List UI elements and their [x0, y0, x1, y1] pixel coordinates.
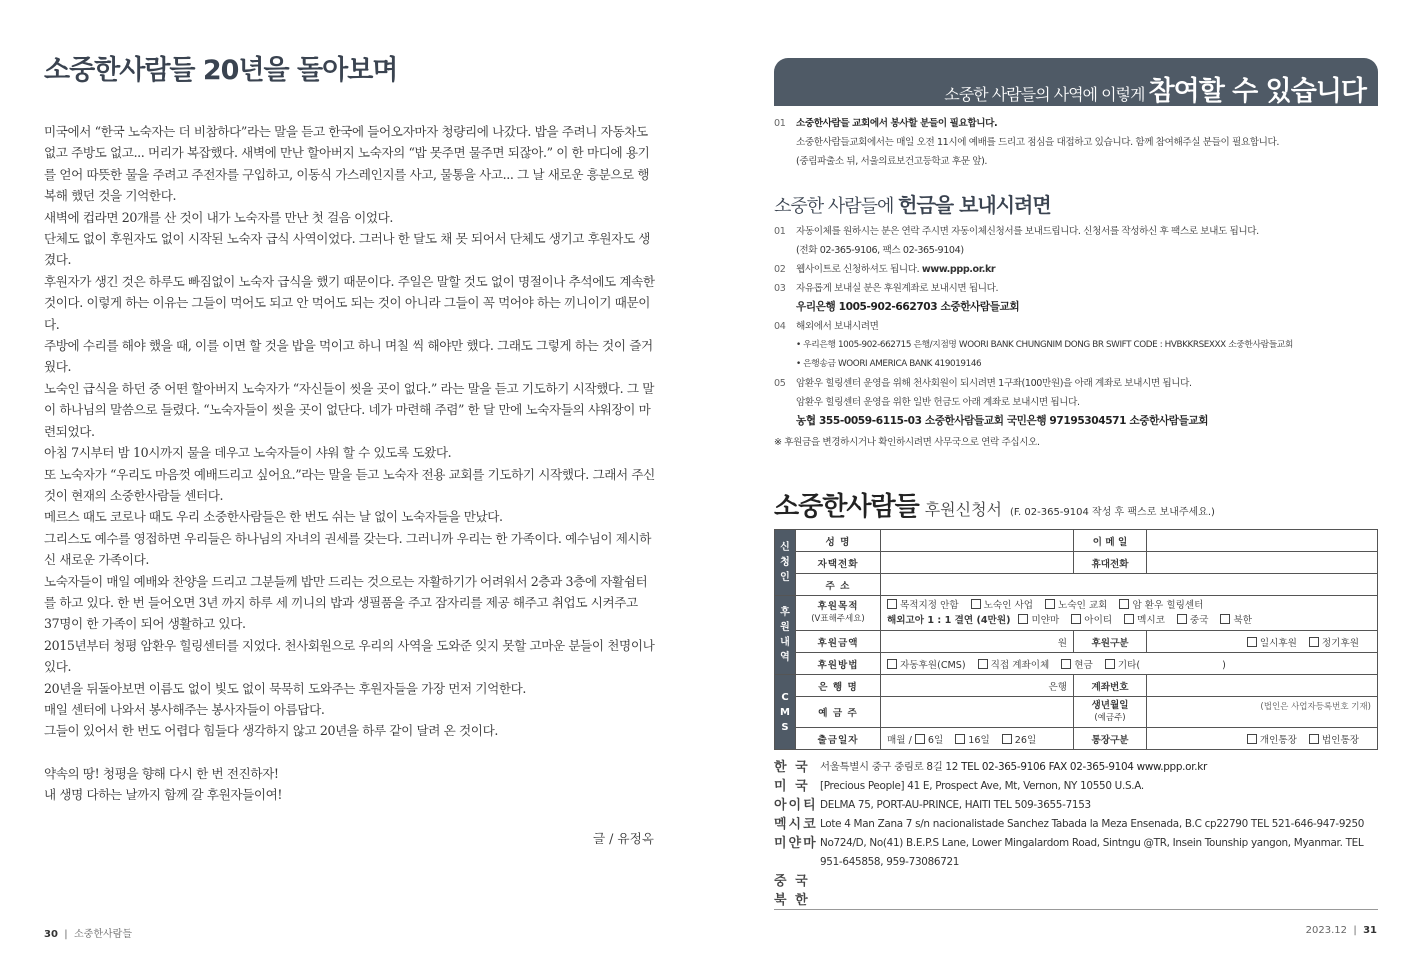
footer-publication: 소중한사람들 [74, 929, 132, 940]
date-option[interactable] [955, 735, 989, 746]
donate-item-sub: 암환우 힐링센터 운영을 위한 일반 헌금도 아래 계좌로 보내시면 됩니다. [796, 397, 1080, 408]
item-number: 05 [774, 378, 786, 389]
home-phone-field[interactable] [881, 552, 1074, 574]
purpose-options-row1 [887, 598, 1371, 613]
amount-field[interactable] [881, 631, 1074, 653]
date-options [881, 728, 1074, 750]
orphan-country-option[interactable] [1018, 615, 1059, 626]
address-contact: TEL 02-365-9106 FAX 02-365-9104 www.ppp.or.kr [961, 761, 1207, 773]
checkbox[interactable] [915, 734, 925, 744]
orphan-country-option[interactable] [1220, 615, 1252, 626]
essay-paragraph: 메르스 때도 코로나 때도 우리 소중한사람들은 한 번도 쉬는 날 없이 노숙자들을 만났다. [44, 509, 503, 525]
address-country: 미얀마 [774, 836, 818, 851]
address-field[interactable] [881, 574, 1378, 596]
mobile-field[interactable] [1147, 552, 1378, 574]
orphan-country-option-label: 미얀마 [1031, 615, 1060, 626]
donate-item-text: 웹사이트로 신청하셔도 됩니다. www.ppp.or.kr [796, 264, 996, 275]
bankbook-option[interactable] [1247, 735, 1297, 746]
footer-rule [774, 909, 1378, 910]
method-option-label: 직접 계좌이체 [990, 659, 1050, 671]
purpose-option[interactable] [1045, 600, 1107, 611]
cms-letter: C [781, 691, 789, 703]
date-option-list [915, 735, 1048, 746]
checkbox[interactable] [1247, 637, 1257, 647]
address-row [774, 834, 1378, 872]
address-list [774, 758, 1378, 910]
essay-paragraph: 매일 센터에 나와서 봉사해주는 봉사자들이 아름답다. [44, 701, 325, 717]
overseas-bank-line: • 우리은행 1005-902-662715 은행/지점명 WOORI BANK CHUNGNIM DONG BR SWIFT CODE : HVBKKRSEXXX 소중한사람들교회 [796, 340, 1293, 350]
purpose-option-label: 노숙인 사업 [983, 600, 1034, 611]
overseas-bank-line: • 은행송금 WOORI AMERICA BANK 419019146 [796, 359, 982, 369]
date-option-label: 16일 [968, 734, 990, 746]
checkbox[interactable] [1309, 734, 1319, 744]
address-country: 북 한 [774, 893, 810, 908]
checkbox[interactable] [1002, 734, 1012, 744]
left-footer: 30 | 소중한사람들 [44, 929, 132, 940]
essay-body [44, 121, 656, 806]
closing-line: 내 생명 다하는 날까지 함께 갈 후원자들이여! [44, 787, 283, 803]
essay-paragraph: 미국에서 “한국 노숙자는 더 비참하다”라는 말을 듣고 한국에 들어오자마자 청량리에 나갔다. 밥을 주려니 자동차도 없고 주방도 없고... 머리가 복잡했다. 새벽에 만난 할아버지 노숙자의 “밥 못주면 물주면 되잖아.” 이 한 마디에 용기를 얻어 따뜻한 물을 주려고 주전자를 구입하고, 이동식 가스레인지를 사고, 물통을 사고... 그 날 새로운 흥분으로 행복해 했던 것을 기억한다. [44, 124, 650, 204]
method-option[interactable] [1105, 660, 1140, 671]
bankbook-label: 통장구분 [1074, 728, 1147, 750]
method-label: 후원방법 [796, 653, 881, 675]
item-number: 04 [774, 321, 786, 332]
form-title-org: 소중한사람들 [774, 492, 919, 522]
essay-paragraph: 또 노숙자가 “우리도 마음껏 예배드리고 싶어요.”라는 말을 듣고 노숙자 전용 교회를 기도하기 시작했다. 그래서 주신 것이 현재의 소중한사람들 센터다. [44, 466, 655, 503]
bank-field[interactable] [881, 675, 1074, 697]
address-country: 중 국 [774, 874, 810, 889]
checkbox[interactable] [1220, 614, 1230, 624]
address-row [774, 777, 1378, 796]
item-number: 03 [774, 283, 786, 294]
purpose-label [796, 596, 881, 631]
address-label: 주 소 [796, 574, 881, 596]
checkbox[interactable] [1124, 614, 1134, 624]
donate-item [774, 260, 1378, 279]
page-number-left: 30 [44, 929, 58, 940]
donate-note: ※ 후원금을 변경하시거나 확인하시려면 사무국으로 연락 주십시오. [774, 437, 1040, 448]
bankbook-option[interactable] [1309, 735, 1359, 746]
email-field[interactable] [1147, 530, 1378, 552]
side-letter: 후 [780, 607, 790, 618]
essay-title: 소중한사람들 20년을 돌아보며 [44, 55, 398, 86]
address-text: [Precious People] 41 E, Prospect Ave, Mt, Vernon, NY 10550 U.S.A. [820, 780, 1144, 792]
method-option[interactable] [1061, 660, 1093, 671]
checkbox[interactable] [971, 599, 981, 609]
cms-side-text [779, 690, 791, 735]
applicant-side-label [775, 530, 796, 596]
checkbox[interactable] [955, 734, 965, 744]
page-number-right: 31 [1363, 925, 1377, 936]
address-text: No724/D, No(41) B.E.P.S Lane, Lower Mingalardom Road, Sintngu @TR, Insein Tounship yangon, Myanmar. TEL 951-645858, 959-73086721 [820, 837, 1364, 868]
orphan-country-option-label: 중국 [1189, 615, 1209, 626]
donate-item-text: 자유롭게 보내실 분은 후원계좌로 보내시면 됩니다. [796, 283, 999, 294]
won-unit: 원 [1057, 637, 1067, 649]
participation-banner [774, 58, 1378, 106]
essay-paragraph: 노숙인 급식을 하던 중 어떤 할아버지 노숙자가 “자신들이 씻을 곳이 없다.” 라는 말을 듣고 기도하기 시작했다. 그 말이 하나님의 말씀으로 들렸다. “노숙자들이 씻을 곳이 없단다. 네가 마련해 주렴” 한 달 만에 노숙자들의 샤워장이 마련되었다. [44, 380, 654, 439]
orphan-sponsorship-label: 해외고아 1 : 1 결연 (4만원) [887, 615, 1011, 626]
left-page [44, 48, 656, 806]
right-footer: 2023.12 | 31 [1305, 925, 1377, 936]
form-fax-note: (F. 02-365-9104 작성 후 팩스로 보내주세요.) [1009, 507, 1215, 518]
side-letter: 신 [780, 542, 790, 553]
bank-label: 은 행 명 [796, 675, 881, 697]
cms-letter: S [781, 721, 789, 733]
biz-note: (법인은 사업자등록번호 기재) [1260, 702, 1371, 712]
checkbox[interactable] [1045, 599, 1055, 609]
essay-paragraph: 노숙자들이 매일 예배와 찬양을 드리고 그분들께 밥만 드리는 것으로는 자활하기가 어려워서 2층과 3층에 자활쉼터를 하고 있다. 한 번 들어오면 3년 까지 하루 세 끼니의 밥과 생필품을 주고 잠자리를 제공 해주고 취업도 시켜주고 37명이 한 가족이 되어 생활하고 있다. [44, 573, 648, 632]
method-option-label: 기타( [1117, 659, 1141, 671]
address-country: 미 국 [774, 779, 810, 794]
orphan-country-option[interactable] [1124, 615, 1165, 626]
purpose-options [881, 596, 1378, 631]
banner-headline: 참여할 수 있습니다 [1148, 76, 1366, 106]
item-number: 01 [774, 226, 786, 237]
closing-line: 약속의 땅! 청평을 향해 다시 한 번 전진하자! [44, 765, 279, 781]
method-option-label: 자동후원(CMS) [900, 659, 966, 671]
side-letter: 역 [780, 652, 790, 663]
address-text: 서울특별시 중구 중림로 8길 12 TEL 02-365-9106 FAX 02-365-9104 www.ppp.or.kr [820, 761, 1207, 773]
paragraph-gap [44, 742, 656, 763]
checkbox[interactable] [1177, 614, 1187, 624]
volunteer-section [774, 114, 1378, 171]
donate-item-sub: (전화 02-365-9106, 팩스 02-365-9104) [796, 245, 964, 256]
address-row [774, 872, 1378, 891]
bank-suffix: 은행 [1048, 681, 1067, 693]
checkbox[interactable] [887, 599, 897, 609]
volunteer-location: (중림파출소 뒤, 서울의료보건고등학교 후문 앞). [796, 156, 988, 167]
birth-field[interactable] [1147, 697, 1378, 728]
bank-account-line: 우리은행 1005-902-662703 소중한사람들교회 [796, 301, 1020, 313]
essay-paragraph: 2015년부터 청평 암환우 힐링센터를 지었다. 천사회원으로 우리의 사역을 도와준 잊지 못할 고마운 분들이 천명이나 있다. [44, 637, 655, 675]
donate-item-text: 자동이체를 원하시는 분은 연락 주시면 자동이체신청서를 보내드립니다. 신청서를 작성하신 후 팩스로 보내도 됩니다. [796, 226, 1259, 237]
method-options [881, 653, 1378, 675]
volunteer-heading: 소중한사람들 교회에서 봉사할 분들이 필요합니다. [796, 118, 998, 129]
checkbox[interactable] [1105, 659, 1115, 669]
purpose-option[interactable] [887, 600, 959, 611]
amount-label: 후원금액 [796, 631, 881, 653]
address-country: 한 국 [774, 760, 810, 775]
orphan-country-option-label: 멕시코 [1137, 615, 1165, 626]
method-option[interactable] [887, 660, 966, 671]
checkbox[interactable] [978, 659, 988, 669]
date-label: 출금일자 [796, 728, 881, 750]
essay-paragraph: 새벽에 컵라면 20개를 산 것이 내가 노숙자를 만난 첫 걸음 이었다. [44, 209, 393, 225]
orphan-country-option-label: 북한 [1233, 615, 1253, 626]
method-other-close: ) [1222, 659, 1226, 671]
essay-paragraph: 아침 7시부터 밤 10시까지 물을 데우고 노숙자들이 샤워 할 수 있도록 도왔다. [44, 445, 452, 461]
checkbox[interactable] [1309, 637, 1319, 647]
date-monthly: 매월 / [887, 734, 912, 746]
orphan-country-option[interactable] [1071, 615, 1112, 626]
banner-lead: 소중한 사람들의 사역에 이렇게 [944, 85, 1149, 104]
type-option-label: 일시후원 [1259, 637, 1297, 649]
account-label: 계좌번호 [1074, 675, 1147, 697]
checkbox[interactable] [1018, 614, 1028, 624]
purpose-option[interactable] [1119, 600, 1203, 611]
name-label: 성 명 [796, 530, 881, 552]
mobile-label: 휴대전화 [1074, 552, 1147, 574]
donate-item [774, 279, 1378, 298]
purpose-label-text: 후원목적 [817, 601, 859, 612]
type-options [1147, 631, 1378, 653]
issue-date: 2023.12 [1305, 925, 1347, 936]
essay-paragraph: 단체도 없이 후원자도 없이 시작된 노숙자 급식 사역이었다. 그러나 한 달도 채 못 되어서 단체도 생기고 후원자도 생겼다. [44, 231, 651, 268]
holder-label: 예 금 주 [796, 697, 881, 728]
donate-item [774, 374, 1378, 393]
orphan-country-option-label: 아이티 [1084, 615, 1113, 626]
donate-item-text: 해외에서 보내시려면 [796, 321, 879, 332]
cms-side-label [775, 675, 796, 750]
essay-paragraph: 후원자가 생긴 것은 하루도 빠짐없이 노숙자 급식을 했기 때문이다. 주일은 말할 것도 없이 명절이나 추석에도 계속한 것이다. 이렇게 하는 이유는 그들이 먹어도 되고 안 먹어도 되는 것이 아니라 그들이 꼭 먹어야 하는 끼니이기 때문이다. [44, 273, 655, 332]
address-row [774, 815, 1378, 834]
date-option[interactable] [915, 735, 943, 746]
email-label: 이 메 일 [1074, 530, 1147, 552]
side-letter: 원 [780, 622, 790, 633]
side-letter: 청 [780, 557, 790, 568]
donate-heading [774, 189, 1378, 218]
bank-account-line: 농협 355-0059-6115-03 소중한사람들교회 국민은행 97195304571 소중한사람들교회 [796, 415, 1209, 427]
address-row [774, 891, 1378, 910]
address-text: DELMA 75, PORT-AU-PRINCE, HAITI TEL 509-3655-7153 [820, 799, 1091, 811]
sponsorship-side-label [775, 596, 796, 675]
type-option[interactable] [1309, 638, 1359, 649]
address-text: Lote 4 Man Zana 7 s/n nacionalistade Sanchez Tabada la Meza Ensenada, B.C cp22790 TEL 521-646-947-9250 [820, 818, 1365, 830]
donate-heading-main: 헌금을 보내시려면 [898, 193, 1051, 217]
right-page [774, 58, 1378, 910]
donate-list [774, 222, 1378, 431]
method-option[interactable] [978, 660, 1050, 671]
checkbox[interactable] [1119, 599, 1129, 609]
account-field[interactable] [1147, 675, 1378, 697]
item-number: 02 [774, 264, 786, 275]
bankbook-options [1147, 728, 1378, 750]
method-option-list [887, 660, 1152, 671]
purpose-options-row2 [887, 613, 1371, 628]
orphan-country-option[interactable] [1177, 615, 1209, 626]
essay-paragraph: 20년을 뒤돌아보면 이름도 없이 빛도 없이 묵묵히 도와주는 후원자들을 가장 먼저 기억한다. [44, 680, 527, 696]
purpose-option-label: 목적지정 안함 [900, 600, 959, 611]
address-country: 아이티 [774, 798, 818, 813]
address-row [774, 796, 1378, 815]
form-title [774, 486, 1378, 523]
type-option[interactable] [1247, 638, 1297, 649]
essay-author: 글 / 유정옥 [593, 831, 654, 846]
side-letter: 내 [780, 637, 790, 648]
checkbox[interactable] [887, 659, 897, 669]
essay-paragraph: 그리스도 예수를 영접하면 우리들은 하나님의 자녀의 권세를 갖는다. 그러니까 우리는 한 가족이다. 예수님이 제시하신 새로운 가족이다. [44, 530, 652, 568]
checkbox[interactable] [1061, 659, 1071, 669]
donate-heading-lead: 소중한 사람들에 [774, 196, 899, 217]
checkbox[interactable] [1247, 734, 1257, 744]
orphan-country-options [1018, 615, 1264, 626]
essay-paragraph: 주방에 수리를 해야 했을 때, 이를 이면 할 것을 밥을 먹이고 하니 며칠 씩 해야만 했다. 그래도 그렇게 하는 것이 즐거웠다. [44, 338, 653, 375]
birth-label-text: 생년월일 [1091, 700, 1129, 711]
donate-item-text: 암환우 힐링센터 운영을 위해 천사회원이 되시려면 1구좌(100만원)을 아래 계좌로 보내시면 됩니다. [796, 378, 1192, 389]
donate-item [774, 317, 1378, 336]
address-text [820, 891, 1378, 910]
type-option-label: 정기후원 [1321, 637, 1359, 649]
side-letter: 인 [780, 572, 790, 583]
birth-label [1074, 697, 1147, 728]
address-country: 멕시코 [774, 817, 818, 832]
address-text [820, 872, 1378, 891]
item-number: 01 [774, 118, 786, 129]
checkbox[interactable] [1071, 614, 1081, 624]
holder-field[interactable] [881, 697, 1074, 728]
home-phone-label: 자택전화 [796, 552, 881, 574]
essay-paragraph: 그들이 있어서 한 번도 어렵다 힘들다 생각하지 않고 20년을 하루 같이 달려 온 것이다. [44, 723, 498, 739]
sponsorship-form [774, 529, 1378, 750]
date-option-label: 6일 [927, 734, 944, 746]
cms-letter: M [780, 706, 790, 718]
volunteer-text: 소중한사람들교회에서는 매일 오전 11시에 예배를 드리고 점심을 대접하고 있습니다. 함께 참여해주실 분들이 필요합니다. [796, 137, 1280, 148]
date-option-label: 26일 [1014, 734, 1037, 746]
bankbook-option-label: 개인통장 [1259, 734, 1297, 746]
donate-item [774, 222, 1378, 241]
type-label: 후원구분 [1074, 631, 1147, 653]
form-title-sub: 후원신청서 [924, 500, 1002, 519]
method-option-label: 현금 [1074, 659, 1093, 671]
purpose-option-label: 노숙인 교회 [1058, 600, 1108, 611]
purpose-option[interactable] [971, 600, 1033, 611]
birth-hint: (예금주) [1094, 713, 1126, 723]
date-option[interactable] [1002, 735, 1036, 746]
address-row [774, 758, 1378, 777]
name-field[interactable] [881, 530, 1074, 552]
bankbook-option-label: 법인통장 [1321, 734, 1359, 746]
purpose-hint: (V표해주세요) [811, 614, 865, 624]
website-link[interactable]: www.ppp.or.kr [921, 264, 996, 275]
purpose-option-label: 암 환우 힐링센터 [1132, 600, 1204, 611]
